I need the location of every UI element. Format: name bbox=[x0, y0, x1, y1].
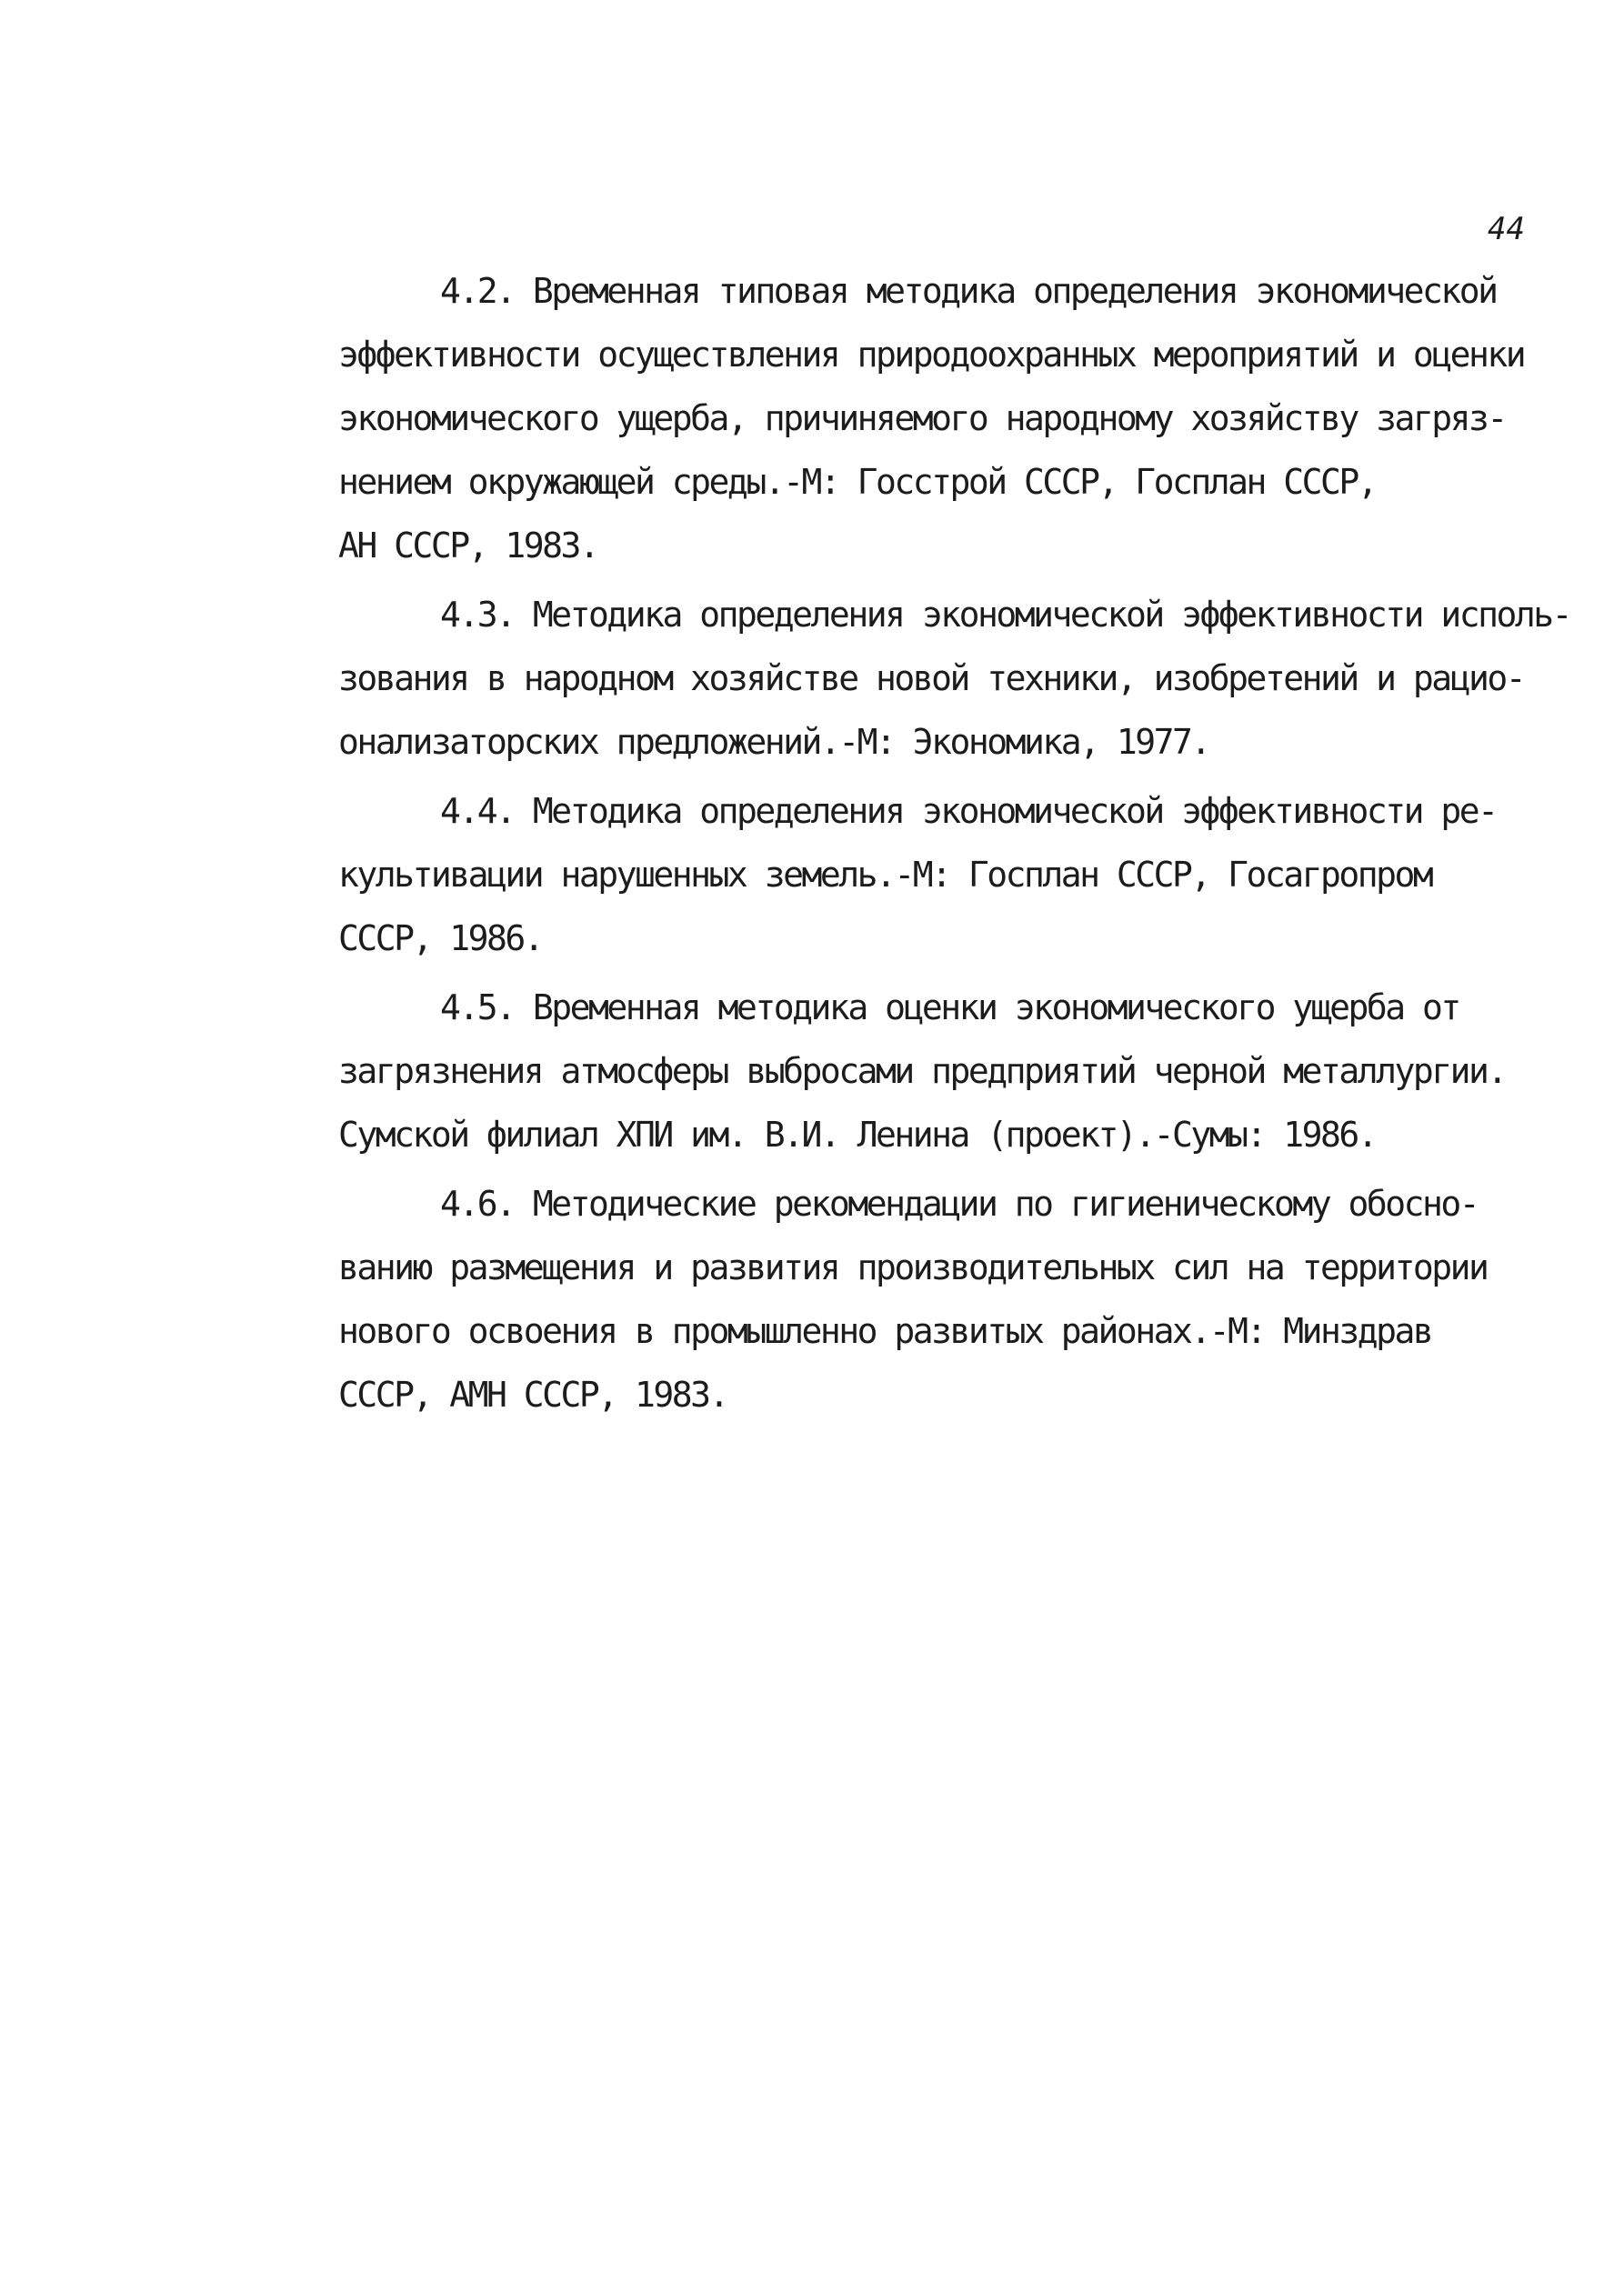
entry-line: 4.2. Временная типовая методика определения экономической bbox=[440, 271, 1497, 311]
bibliography-list bbox=[338, 259, 1611, 1432]
entry-line: 4.4. Методика определения экономической эффективности ре- bbox=[440, 791, 1497, 831]
entry-line: нением окружающей среды.-М: Госстрой СССР, Госплан СССР, bbox=[338, 462, 1377, 502]
entry-line: онализаторских предложений.-М: Экономика, 1977. bbox=[338, 722, 1209, 762]
entry-line: загрязнения атмосферы выбросами предприятий черной металлургии. bbox=[338, 1051, 1506, 1091]
entry-line: экономического ущерба, причиняемого народному хозяйству загряз- bbox=[338, 398, 1506, 438]
entry-line: зования в народном хозяйстве новой техники, изобретений и рацио- bbox=[338, 658, 1525, 698]
entry-line: культивации нарушенных земель.-М: Госплан СССР, Госагропром bbox=[338, 855, 1432, 895]
entry-line: АН СССР, 1983. bbox=[338, 526, 598, 566]
bibliography-entry-4-6 bbox=[338, 1172, 1611, 1427]
bibliography-entry-4-4 bbox=[338, 779, 1611, 970]
bibliography-entry-4-5 bbox=[338, 976, 1611, 1167]
entry-line: нового освоения в промышленно развитых районах.-М: Минздрав bbox=[338, 1311, 1432, 1351]
entry-line: 4.3. Методика определения экономической эффективности исполь- bbox=[440, 595, 1571, 635]
entry-line: Сумской филиал ХПИ им. В.И. Ленина (проект).-Сумы: 1986. bbox=[338, 1115, 1377, 1155]
entry-line: 4.6. Методические рекомендации по гигиеническому обосно- bbox=[440, 1184, 1479, 1224]
bibliography-entry-4-3 bbox=[338, 583, 1611, 774]
page-number: 44 bbox=[1488, 211, 1525, 247]
entry-line: эффективности осуществления природоохранных мероприятий и оценки bbox=[338, 335, 1525, 375]
entry-line: ванию размещения и развития производительных сил на территории bbox=[338, 1247, 1488, 1287]
entry-line: 4.5. Временная методика оценки экономического ущерба от bbox=[440, 987, 1459, 1027]
entry-line: СССР, АМН СССР, 1983. bbox=[338, 1375, 727, 1415]
bibliography-entry-4-2 bbox=[338, 259, 1611, 577]
entry-line: СССР, 1986. bbox=[338, 918, 543, 958]
